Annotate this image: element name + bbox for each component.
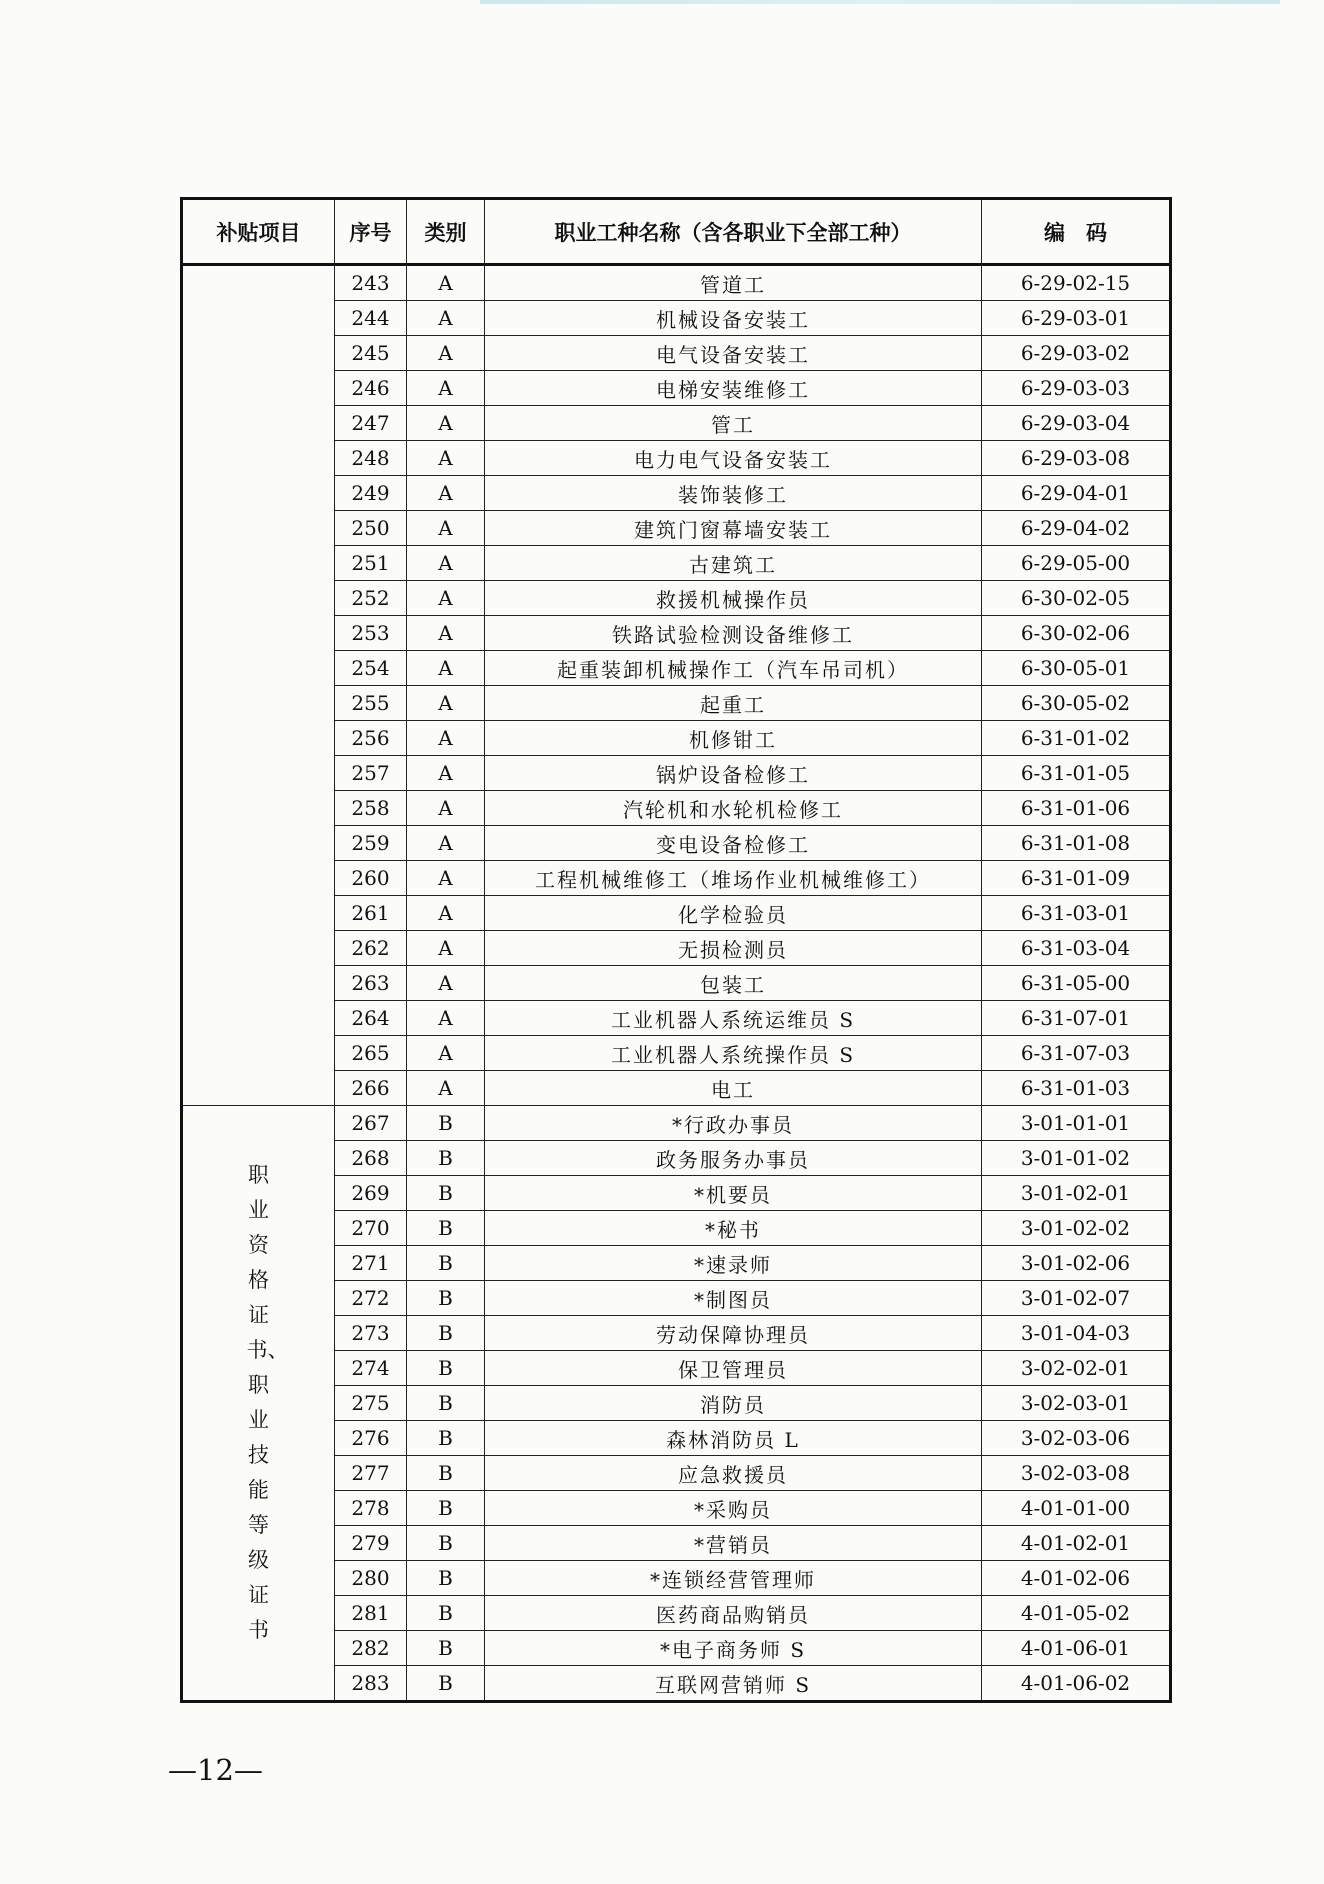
page-number: —12— bbox=[168, 1753, 263, 1787]
row-number: 261 bbox=[335, 896, 407, 931]
row-number: 247 bbox=[335, 406, 407, 441]
row-category: A bbox=[407, 686, 485, 721]
row-number: 269 bbox=[335, 1176, 407, 1211]
row-code: 6-31-07-03 bbox=[982, 1036, 1171, 1071]
row-occupation-name: 医药商品购销员 bbox=[485, 1596, 982, 1631]
row-category: A bbox=[407, 966, 485, 1001]
row-code: 6-30-05-01 bbox=[982, 651, 1171, 686]
row-occupation-name: 起重装卸机械操作工（汽车吊司机） bbox=[485, 651, 982, 686]
row-number: 257 bbox=[335, 756, 407, 791]
row-category: A bbox=[407, 651, 485, 686]
row-code: 3-01-02-01 bbox=[982, 1176, 1171, 1211]
row-code: 3-01-02-06 bbox=[982, 1246, 1171, 1281]
row-category: B bbox=[407, 1666, 485, 1702]
row-code: 6-31-01-08 bbox=[982, 826, 1171, 861]
row-occupation-name: 包装工 bbox=[485, 966, 982, 1001]
row-occupation-name: 汽轮机和水轮机检修工 bbox=[485, 791, 982, 826]
row-category: A bbox=[407, 511, 485, 546]
row-code: 6-29-03-02 bbox=[982, 336, 1171, 371]
row-code: 3-01-02-07 bbox=[982, 1281, 1171, 1316]
row-occupation-name: 工业机器人系统操作员 S bbox=[485, 1036, 982, 1071]
row-occupation-name: 互联网营销师 S bbox=[485, 1666, 982, 1702]
row-code: 4-01-02-01 bbox=[982, 1526, 1171, 1561]
row-number: 254 bbox=[335, 651, 407, 686]
row-code: 6-29-04-02 bbox=[982, 511, 1171, 546]
row-number: 270 bbox=[335, 1211, 407, 1246]
row-occupation-name: 锅炉设备检修工 bbox=[485, 756, 982, 791]
row-occupation-name: 化学检验员 bbox=[485, 896, 982, 931]
row-occupation-name: 管工 bbox=[485, 406, 982, 441]
row-number: 262 bbox=[335, 931, 407, 966]
row-occupation-name: 电梯安装维修工 bbox=[485, 371, 982, 406]
row-occupation-name: 建筑门窗幕墙安装工 bbox=[485, 511, 982, 546]
header-occupation-name: 职业工种名称（含各职业下全部工种） bbox=[485, 199, 982, 265]
row-occupation-name: 管道工 bbox=[485, 265, 982, 301]
scan-edge-strip bbox=[480, 0, 1280, 4]
row-number: 276 bbox=[335, 1421, 407, 1456]
row-category: A bbox=[407, 1001, 485, 1036]
row-number: 277 bbox=[335, 1456, 407, 1491]
row-code: 6-31-03-04 bbox=[982, 931, 1171, 966]
row-number: 265 bbox=[335, 1036, 407, 1071]
row-category: B bbox=[407, 1491, 485, 1526]
row-category: B bbox=[407, 1211, 485, 1246]
row-number: 255 bbox=[335, 686, 407, 721]
row-occupation-name: 政务服务办事员 bbox=[485, 1141, 982, 1176]
row-number: 260 bbox=[335, 861, 407, 896]
row-category: A bbox=[407, 826, 485, 861]
row-category: B bbox=[407, 1596, 485, 1631]
row-number: 282 bbox=[335, 1631, 407, 1666]
row-occupation-name: 电工 bbox=[485, 1071, 982, 1106]
row-code: 3-02-03-08 bbox=[982, 1456, 1171, 1491]
row-code: 6-31-01-02 bbox=[982, 721, 1171, 756]
row-occupation-name: 消防员 bbox=[485, 1386, 982, 1421]
row-category: A bbox=[407, 301, 485, 336]
row-category: B bbox=[407, 1421, 485, 1456]
row-code: 6-29-03-04 bbox=[982, 406, 1171, 441]
row-code: 3-01-01-01 bbox=[982, 1106, 1171, 1141]
row-occupation-name: *制图员 bbox=[485, 1281, 982, 1316]
row-category: A bbox=[407, 336, 485, 371]
row-code: 3-02-03-01 bbox=[982, 1386, 1171, 1421]
row-occupation-name: *机要员 bbox=[485, 1176, 982, 1211]
row-category: A bbox=[407, 861, 485, 896]
row-code: 6-29-03-01 bbox=[982, 301, 1171, 336]
row-occupation-name: *连锁经营管理师 bbox=[485, 1561, 982, 1596]
row-category: A bbox=[407, 581, 485, 616]
row-number: 274 bbox=[335, 1351, 407, 1386]
row-number: 273 bbox=[335, 1316, 407, 1351]
row-occupation-name: 救援机械操作员 bbox=[485, 581, 982, 616]
row-number: 272 bbox=[335, 1281, 407, 1316]
row-number: 271 bbox=[335, 1246, 407, 1281]
row-code: 6-29-05-00 bbox=[982, 546, 1171, 581]
row-code: 6-29-04-01 bbox=[982, 476, 1171, 511]
row-category: B bbox=[407, 1141, 485, 1176]
row-occupation-name: 机械设备安装工 bbox=[485, 301, 982, 336]
header-number: 序号 bbox=[335, 199, 407, 265]
table-row bbox=[182, 1106, 1171, 1141]
row-category: B bbox=[407, 1281, 485, 1316]
row-number: 280 bbox=[335, 1561, 407, 1596]
subsidy-item-cell bbox=[182, 1106, 335, 1702]
subsidy-item-cell-continued bbox=[182, 265, 335, 1106]
row-number: 248 bbox=[335, 441, 407, 476]
row-code: 6-30-02-06 bbox=[982, 616, 1171, 651]
table-body bbox=[182, 265, 1171, 1702]
row-occupation-name: *电子商务师 S bbox=[485, 1631, 982, 1666]
row-occupation-name: 应急救援员 bbox=[485, 1456, 982, 1491]
row-code: 6-31-03-01 bbox=[982, 896, 1171, 931]
row-occupation-name: *行政办事员 bbox=[485, 1106, 982, 1141]
header-subsidy-item: 补贴项目 bbox=[182, 199, 335, 265]
row-code: 4-01-02-06 bbox=[982, 1561, 1171, 1596]
row-occupation-name: 电气设备安装工 bbox=[485, 336, 982, 371]
row-code: 6-31-05-00 bbox=[982, 966, 1171, 1001]
row-category: A bbox=[407, 931, 485, 966]
row-category: B bbox=[407, 1526, 485, 1561]
row-number: 256 bbox=[335, 721, 407, 756]
row-code: 6-31-01-09 bbox=[982, 861, 1171, 896]
row-number: 279 bbox=[335, 1526, 407, 1561]
row-code: 6-29-03-08 bbox=[982, 441, 1171, 476]
row-occupation-name: 古建筑工 bbox=[485, 546, 982, 581]
row-occupation-name: *采购员 bbox=[485, 1491, 982, 1526]
row-number: 245 bbox=[335, 336, 407, 371]
row-occupation-name: *速录师 bbox=[485, 1246, 982, 1281]
row-category: B bbox=[407, 1351, 485, 1386]
row-occupation-name: 变电设备检修工 bbox=[485, 826, 982, 861]
row-occupation-name: 工业机器人系统运维员 S bbox=[485, 1001, 982, 1036]
row-category: A bbox=[407, 476, 485, 511]
row-number: 250 bbox=[335, 511, 407, 546]
row-code: 4-01-01-00 bbox=[982, 1491, 1171, 1526]
row-category: A bbox=[407, 546, 485, 581]
row-code: 6-29-02-15 bbox=[982, 265, 1171, 301]
row-code: 4-01-05-02 bbox=[982, 1596, 1171, 1631]
row-number: 259 bbox=[335, 826, 407, 861]
row-category: A bbox=[407, 791, 485, 826]
row-code: 6-30-02-05 bbox=[982, 581, 1171, 616]
row-category: A bbox=[407, 265, 485, 301]
row-occupation-name: 机修钳工 bbox=[485, 721, 982, 756]
row-occupation-name: 装饰装修工 bbox=[485, 476, 982, 511]
row-category: A bbox=[407, 1036, 485, 1071]
row-number: 267 bbox=[335, 1106, 407, 1141]
subsidy-item-label: 职业资格证书、职业技能等级证书 bbox=[246, 1163, 289, 1642]
row-code: 6-30-05-02 bbox=[982, 686, 1171, 721]
table-row bbox=[182, 265, 1171, 301]
row-category: A bbox=[407, 371, 485, 406]
row-number: 278 bbox=[335, 1491, 407, 1526]
row-code: 3-01-02-02 bbox=[982, 1211, 1171, 1246]
row-code: 4-01-06-02 bbox=[982, 1666, 1171, 1702]
row-number: 253 bbox=[335, 616, 407, 651]
row-code: 3-02-03-06 bbox=[982, 1421, 1171, 1456]
row-number: 266 bbox=[335, 1071, 407, 1106]
row-occupation-name: 电力电气设备安装工 bbox=[485, 441, 982, 476]
row-occupation-name: 劳动保障协理员 bbox=[485, 1316, 982, 1351]
row-number: 244 bbox=[335, 301, 407, 336]
row-number: 263 bbox=[335, 966, 407, 1001]
row-category: B bbox=[407, 1561, 485, 1596]
row-occupation-name: 无损检测员 bbox=[485, 931, 982, 966]
row-category: B bbox=[407, 1456, 485, 1491]
row-number: 246 bbox=[335, 371, 407, 406]
row-number: 283 bbox=[335, 1666, 407, 1702]
row-number: 251 bbox=[335, 546, 407, 581]
row-code: 4-01-06-01 bbox=[982, 1631, 1171, 1666]
row-category: B bbox=[407, 1106, 485, 1141]
row-number: 264 bbox=[335, 1001, 407, 1036]
row-number: 281 bbox=[335, 1596, 407, 1631]
row-category: A bbox=[407, 616, 485, 651]
row-occupation-name: 森林消防员 L bbox=[485, 1421, 982, 1456]
row-category: A bbox=[407, 756, 485, 791]
row-code: 6-31-01-05 bbox=[982, 756, 1171, 791]
row-code: 6-31-01-06 bbox=[982, 791, 1171, 826]
row-code: 3-02-02-01 bbox=[982, 1351, 1171, 1386]
row-category: B bbox=[407, 1631, 485, 1666]
row-category: A bbox=[407, 721, 485, 756]
row-occupation-name: 保卫管理员 bbox=[485, 1351, 982, 1386]
row-code: 6-29-03-03 bbox=[982, 371, 1171, 406]
table-header-row bbox=[182, 199, 1171, 265]
occupation-table bbox=[180, 197, 1172, 1703]
row-category: A bbox=[407, 441, 485, 476]
row-code: 3-01-01-02 bbox=[982, 1141, 1171, 1176]
row-category: B bbox=[407, 1316, 485, 1351]
row-category: B bbox=[407, 1386, 485, 1421]
row-code: 6-31-01-03 bbox=[982, 1071, 1171, 1106]
row-category: A bbox=[407, 406, 485, 441]
row-category: B bbox=[407, 1176, 485, 1211]
row-occupation-name: *秘书 bbox=[485, 1211, 982, 1246]
row-number: 258 bbox=[335, 791, 407, 826]
row-code: 3-01-04-03 bbox=[982, 1316, 1171, 1351]
row-number: 268 bbox=[335, 1141, 407, 1176]
row-occupation-name: 起重工 bbox=[485, 686, 982, 721]
row-occupation-name: 工程机械维修工（堆场作业机械维修工） bbox=[485, 861, 982, 896]
row-number: 275 bbox=[335, 1386, 407, 1421]
row-number: 243 bbox=[335, 265, 407, 301]
header-code: 编 码 bbox=[982, 199, 1171, 265]
row-category: A bbox=[407, 896, 485, 931]
row-category: B bbox=[407, 1246, 485, 1281]
row-number: 249 bbox=[335, 476, 407, 511]
row-occupation-name: 铁路试验检测设备维修工 bbox=[485, 616, 982, 651]
row-occupation-name: *营销员 bbox=[485, 1526, 982, 1561]
row-number: 252 bbox=[335, 581, 407, 616]
header-category: 类别 bbox=[407, 199, 485, 265]
row-code: 6-31-07-01 bbox=[982, 1001, 1171, 1036]
row-category: A bbox=[407, 1071, 485, 1106]
